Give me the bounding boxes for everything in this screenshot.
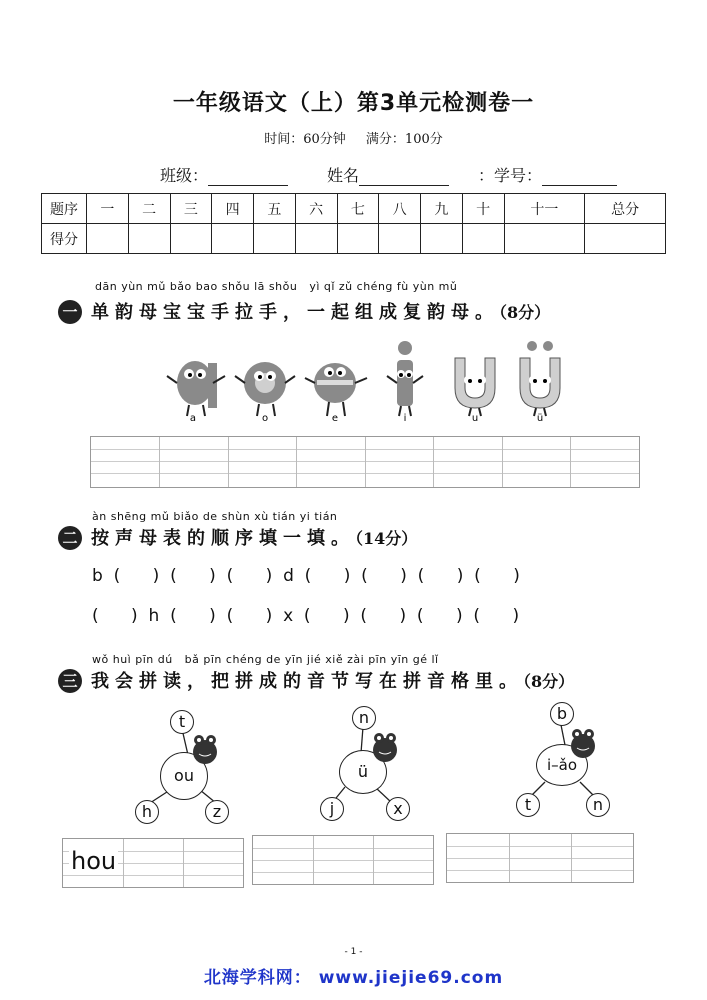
class-blank[interactable] [208,167,288,186]
column-header: 一 [87,194,129,224]
initial-circle: h [135,800,159,824]
section2-text: 按声母表的顺序填一填。 [91,528,355,549]
initial-circle: n [352,706,376,730]
final-circle: ou [160,752,208,800]
vowel-label: a [189,413,197,423]
initial-circle: t [516,793,540,817]
vowel-u-character [455,358,495,423]
vowel-label: o [261,413,269,423]
row-label: 题序 [42,194,87,224]
student-id-field[interactable] [478,163,617,186]
section3-pinyin: wǒ huì pīn dú bǎ pīn chéng de yīn jié xiě zài pīn yīn gé lǐ [92,653,439,666]
time-label: 时间：60分钟 [264,132,346,147]
question-number-row [42,194,666,224]
vowel-v-character [520,341,560,423]
score-cell[interactable] [254,224,296,254]
vowel-label: u [471,413,479,423]
student-id-label: ：学号： [478,166,543,185]
section1-number: 一 [58,300,82,324]
example-answer: hou [71,847,117,875]
initial-circle: x [386,797,410,821]
section1-text: 单韵母宝宝手拉手，一起组成复韵母。 [91,302,499,323]
column-header: 二 [128,194,170,224]
name-blank[interactable] [359,167,449,186]
frog-icon [188,730,222,768]
section1-pinyin: dān yùn mǔ bǎo bao shǒu lā shǒu yì qǐ zǔ chéng fù yùn mǔ [95,280,458,293]
score-cell[interactable] [170,224,212,254]
class-label: 班级： [160,166,209,185]
column-header: 六 [295,194,337,224]
final-circle: i–ǎo [536,744,588,786]
full-score-label: 满分：100分 [365,132,443,147]
score-cell[interactable] [128,224,170,254]
column-header: 十 [462,194,504,224]
initial-circle: z [205,800,229,824]
score-cell[interactable] [585,224,666,254]
syllable-answer-grid[interactable] [62,838,244,888]
initial-circle: t [170,710,194,734]
vowel-label: e [331,413,339,423]
column-header: 三 [170,194,212,224]
column-header: 八 [379,194,421,224]
score-cell[interactable] [87,224,129,254]
score-cell[interactable] [295,224,337,254]
score-cell[interactable] [421,224,463,254]
column-header: 九 [421,194,463,224]
name-field[interactable] [327,163,449,186]
section3-points: （8分） [523,672,575,691]
vowel-label: ü [536,413,544,423]
score-row [42,224,666,254]
initial-circle: b [550,702,574,726]
section1-points: （8分） [499,303,551,322]
section3-text: 我会拼读，把拼成的音节写在拼音格里。 [91,671,523,692]
section2-number: 二 [58,526,82,550]
syllable-answer-grid[interactable] [446,833,634,883]
score-cell[interactable] [462,224,504,254]
syllable-answer-grid[interactable] [252,835,434,885]
vowel-e-character [305,363,367,423]
section2-sequence-row1[interactable]: b ( ) ( ) ( ) d ( ) ( ) ( ) ( ) [92,566,520,586]
column-header: 五 [254,194,296,224]
vowel-characters-illustration [165,338,565,423]
section2-pinyin: àn shēng mǔ biǎo de shùn xù tián yi tián [92,510,338,523]
row-label: 得分 [42,224,87,254]
section2-heading [91,524,417,550]
score-table [41,193,666,254]
section3-number: 三 [58,669,82,693]
class-field[interactable] [160,163,288,186]
section2-points: （14分） [355,529,418,548]
score-cell[interactable] [504,224,585,254]
section2-sequence-row2[interactable]: ( ) h ( ) ( ) x ( ) ( ) ( ) ( ) [92,606,520,626]
column-header: 四 [212,194,254,224]
vowel-i-character [387,341,423,423]
frog-icon [566,724,600,762]
score-cell[interactable] [379,224,421,254]
vowel-a-character [167,361,225,423]
name-label: 姓名 [327,166,360,185]
section1-heading [91,298,550,324]
vowel-label: i [403,413,407,423]
section1-answer-grid[interactable] [90,436,640,488]
page-number: - 1 - [344,947,363,957]
page-title: 一年级语文（上）第3单元检测卷一 [172,91,535,116]
score-cell[interactable] [337,224,379,254]
initial-circle: j [320,797,344,821]
column-header: 七 [337,194,379,224]
score-cell[interactable] [212,224,254,254]
exam-meta [0,128,707,147]
student-id-blank[interactable] [542,167,617,186]
column-header: 十一 [504,194,585,224]
vowel-o-character [235,362,295,423]
frog-icon [368,728,402,766]
footer-site-link[interactable]: 北海学科网： www.jiejie69.com [203,968,504,988]
final-circle: ü [339,750,387,794]
column-header: 总分 [585,194,666,224]
section3-heading [91,667,574,693]
initial-circle: n [586,793,610,817]
